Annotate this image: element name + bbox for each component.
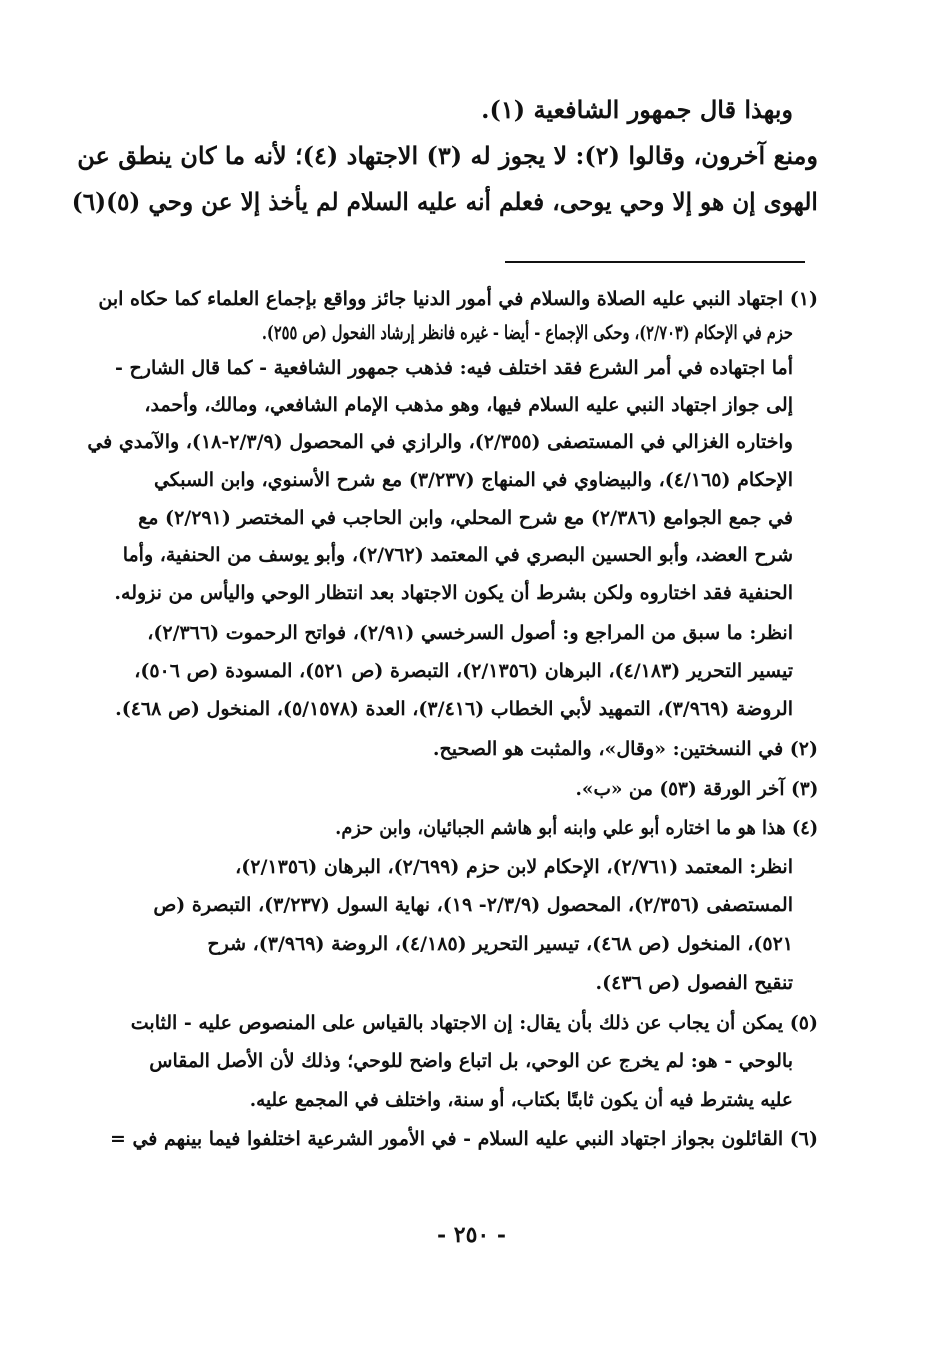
footnote-line-10: انظر: ما سبق من المراجع و: أصول السرخسي (٢/٩١)، فواتح الرحموت (٢/٣٦٦)، xyxy=(147,622,793,644)
main-text-line-3: الهوى إن هو إلا وحي يوحى، فعلم أنه عليه السلام لم يأخذ إلا عن وحي (٥)(٦) xyxy=(72,187,818,216)
footnote-line-12: الروضة (٣/٩٦٩)، التمهيد لأبي الخطاب (٣/٤١٦)، العدة (٥/١٥٧٨)، المنخول (ص ٤٦٨). xyxy=(115,698,793,720)
footnote-line-4: إلى جواز اجتهاد النبي عليه السلام فيها، وهو مذهب الإمام الشافعي، ومالك، وأحمد، xyxy=(144,394,793,416)
footnote-line-7: في جمع الجوامع (٢/٣٨٦) مع شرح المحلي، وابن الحاجب في المختصر (٢/٢٩١) مع xyxy=(138,507,793,529)
footnote-line-2: حزم في الإحكام (٢/٧٠٣)، وحكى الإجماع - أيضا - غيره فانظر إرشاد الفحول (ص ٢٥٥). xyxy=(262,322,793,344)
footnote-line-3: أما اجتهاده في أمر الشرع فقد اختلف فيه: فذهب جمهور الشافعية - كما قال الشارح - xyxy=(115,357,793,379)
footnote-line-14: (٣) آخر الورقة (٥٣) من «ب». xyxy=(575,778,818,800)
footnote-separator xyxy=(505,261,805,263)
footnote-line-8: شرح العضد، وأبو الحسين البصري في المعتمد (٢/٧٦٢)، وأبو يوسف من الحنفية، وأما xyxy=(122,544,793,566)
footnote-line-1: (١) اجتهاد النبي عليه الصلاة والسلام في أمور الدنيا جائز وواقع بإجماع العلماء كما حكاه ابن xyxy=(98,288,818,310)
footnote-line-23: (٦) القائلون بجواز اجتهاد النبي عليه السلام - في الأمور الشرعية اختلفوا فيما بينهم في = xyxy=(109,1128,818,1150)
main-text-line-2: ومنع آخرون، وقالوا (٢): لا يجوز له (٣) الاجتهاد (٤)؛ لأنه ما كان ينطق عن xyxy=(77,141,818,170)
page-number: - ٢٥٠ - xyxy=(436,1222,507,1248)
footnote-line-9: الحنفية فقد اختاروه ولكن بشرط أن يكون الاجتهاد بعد انتظار الوحي واليأس من نزوله. xyxy=(114,582,793,604)
main-text-line-1: وبهذا قال جمهور الشافعية (١). xyxy=(481,95,793,124)
footnote-line-18: ٥٢١)، المنخول (ص ٤٦٨)، تيسير التحرير (٤/١٨٥)، الروضة (٣/٩٦٩)، شرح xyxy=(207,933,793,955)
footnote-line-13: (٢) في النسختين: «وقال»، والمثبت هو الصحيح. xyxy=(432,738,818,760)
footnote-line-20: (٥) يمكن أن يجاب عن ذلك بأن يقال: إن الاجتهاد بالقياس على المنصوص عليه - الثابت xyxy=(130,1012,818,1034)
footnote-line-16: انظر: المعتمد (٢/٧٦١)، الإحكام لابن حزم (٢/٦٩٩)، البرهان (٢/١٣٥٦)، xyxy=(235,856,793,878)
footnote-line-17: المستصفى (٢/٣٥٦)، المحصول (٢/٣/٩- ١٩)، نهاية السول (٣/٢٣٧)، التبصرة (ص xyxy=(153,894,793,916)
footnote-line-22: عليه يشترط فيه أن يكون ثابتًا بكتاب، أو سنة، واختلف في المجمع عليه. xyxy=(250,1089,793,1111)
footnote-line-11: تيسير التحرير (٤/١٨٣)، البرهان (٢/١٣٥٦)، التبصرة (ص ٥٢١)، المسودة (ص ٥٠٦)، xyxy=(134,660,793,682)
footnote-line-6: الإحكام (٤/١٦٥)، والبيضاوي في المنهاج (٣/٢٣٧) مع شرح الأسنوي، وابن السبكي xyxy=(153,469,793,491)
footnote-line-15: (٤) هذا هو ما اختاره أبو علي وابنه أبو هاشم الجبائيان، وابن حزم. xyxy=(335,817,818,839)
footnote-line-19: تنقيح الفصول (ص ٤٣٦). xyxy=(595,972,793,994)
footnote-line-21: بالوحي - هو: لم يخرج عن الوحي، بل اتباع واضح للوحي؛ وذلك لأن الأصل المقاس xyxy=(149,1050,793,1072)
footnote-line-5: واختاره الغزالي في المستصفى (٢/٣٥٥)، والرازي في المحصول (٢/٣/٩-١٨)، والآمدي في xyxy=(87,431,793,453)
